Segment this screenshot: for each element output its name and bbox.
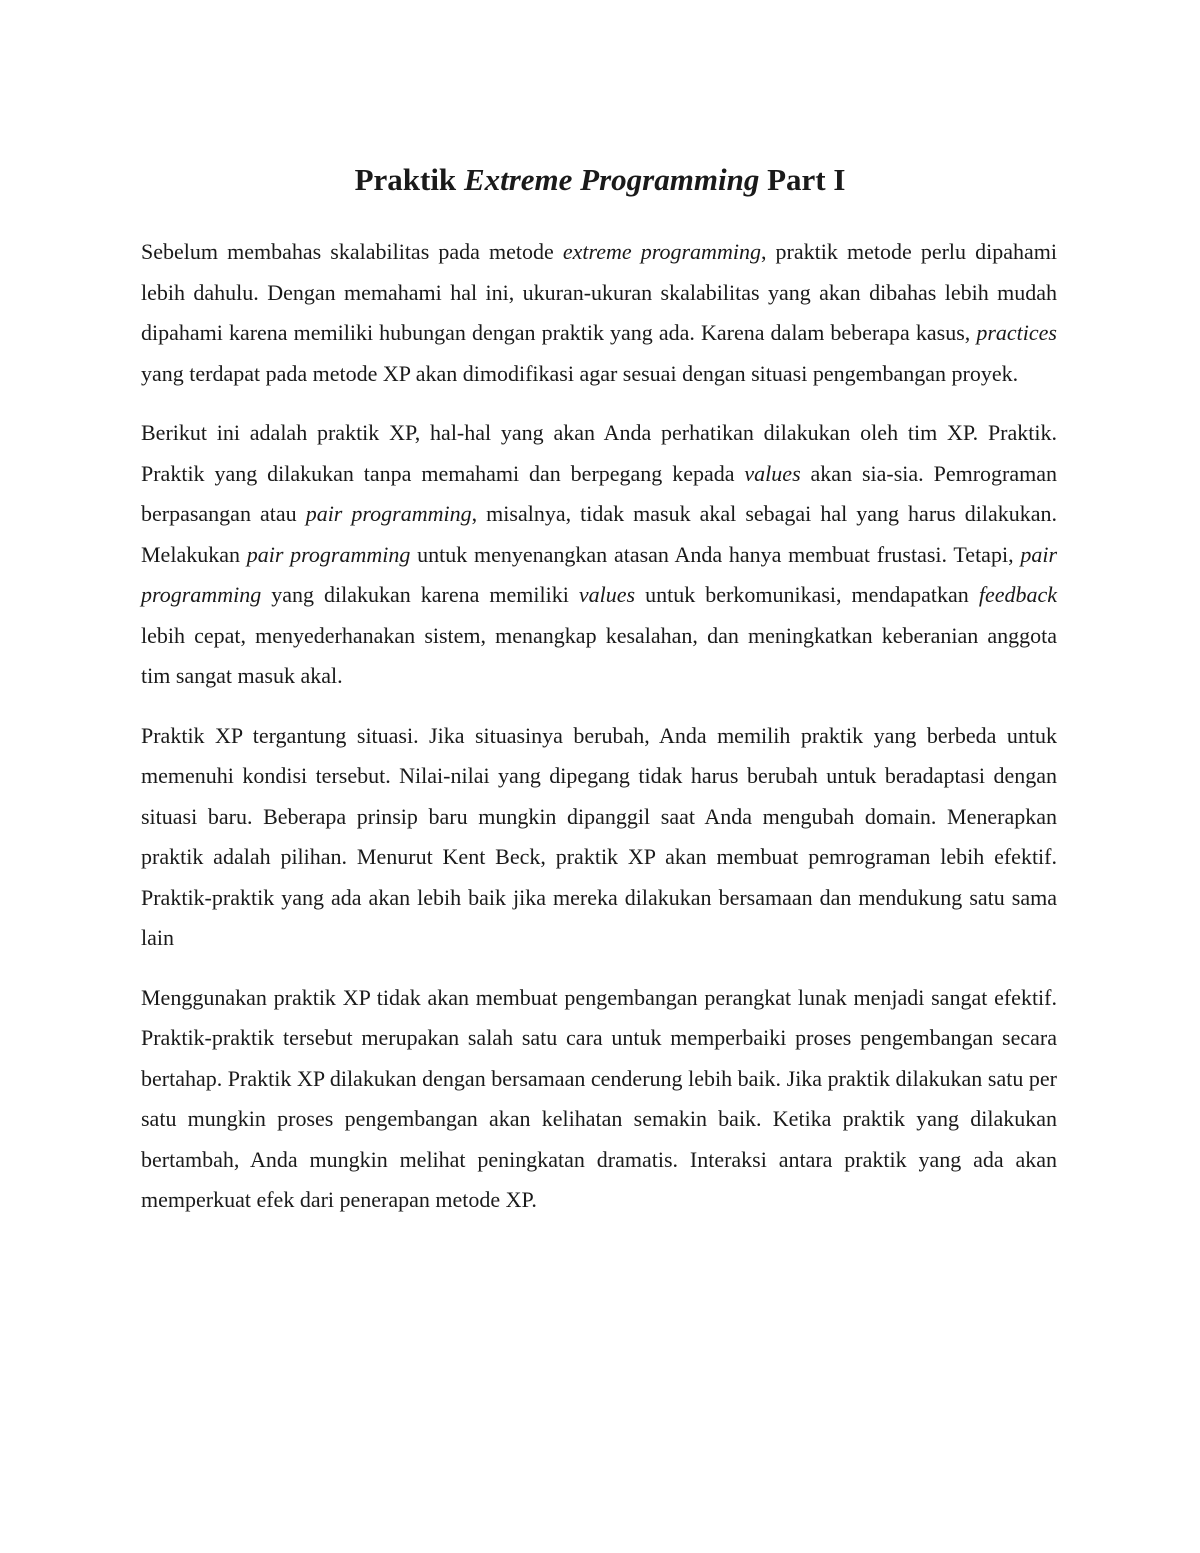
italic-term: values [744, 460, 801, 486]
paragraph-3 [141, 716, 1057, 959]
text-run: lebih cepat, menyederhanakan sistem, menangkap kesalahan, dan meningkatkan keberanian anggota tim sangat masuk akal. [141, 622, 1057, 688]
text-run: , praktik metode perlu dipahami lebih dahulu. Dengan memahami hal ini, ukuran-ukuran skalabilitas yang akan dibahas lebih mudah dipahami karena memiliki hubungan dengan praktik yang ada. Karena dalam beberapa kasus, [141, 239, 1057, 345]
text-run: Berikut ini adalah praktik XP, hal-hal yang akan Anda perhatikan dilakukan oleh tim XP. Praktik. Praktik yang dilakukan tanpa memahami dan berpegang kepada [141, 420, 1057, 486]
paragraph-2 [141, 413, 1057, 697]
italic-term: values [578, 582, 636, 607]
text-run: Menggunakan praktik XP tidak akan membuat pengembangan perangkat lunak menjadi sangat efektif. Praktik-praktik tersebut merupakan salah satu cara untuk memperbaiki proses pengembangan secara bertahap. Praktik XP dilakukan dengan bersamaan cenderung lebih baik. Jika praktik dilakukan satu per satu mungkin proses pengembangan akan kelihatan semakin baik. Ketika praktik yang dilakukan bertambah, Anda mungkin melihat peningkatan dramatis. Interaksi antara praktik yang ada akan memperkuat efek dari penerapan metode XP. [141, 984, 1057, 1212]
document-title [0, 162, 1200, 198]
document-body [141, 232, 1057, 1240]
paragraph-1 [141, 232, 1057, 394]
text-run: Praktik XP tergantung situasi. Jika situasinya berubah, Anda memilih praktik yang berbeda untuk memenuhi kondisi tersebut. Nilai-nilai yang dipegang tidak harus berubah untuk beradaptasi dengan situasi baru. Beberapa prinsip baru mungkin dipanggil saat Anda mengubah domain. Menerapkan praktik adalah pilihan. Menurut Kent Beck, praktik XP akan membuat pemrograman lebih efektif. Praktik-praktik yang ada akan lebih baik jika mereka dilakukan bersamaan dan mendukung satu sama lain [141, 722, 1057, 950]
italic-term: pair programming [305, 501, 472, 526]
title-prefix: Praktik [354, 162, 464, 197]
italic-term: pair programming [246, 541, 411, 567]
text-run: untuk berkomunikasi, mendapatkan [635, 582, 979, 607]
title-suffix: Part I [759, 162, 846, 197]
italic-term: feedback [978, 582, 1057, 607]
title-emphasis: Extreme Programming [463, 162, 760, 197]
text-run: yang terdapat pada metode XP akan dimodifikasi agar sesuai dengan situasi pengembangan proyek. [141, 360, 1019, 386]
italic-term: extreme programming [562, 239, 761, 264]
text-run: , misalnya, tidak masuk akal sebagai hal yang harus dilakukan. Melakukan [141, 501, 1058, 567]
italic-term: practices [976, 320, 1057, 345]
text-run: akan sia-sia. Pemrograman berpasangan atau [141, 460, 1057, 526]
text-run: untuk menyenangkan atasan Anda hanya membuat frustasi. Tetapi, [410, 541, 1021, 567]
paragraph-4 [141, 978, 1057, 1221]
text-run: yang dilakukan karena memiliki [261, 582, 579, 607]
text-run: Sebelum membahas skalabilitas pada metode [141, 239, 563, 264]
italic-term: pair programming [141, 541, 1058, 607]
